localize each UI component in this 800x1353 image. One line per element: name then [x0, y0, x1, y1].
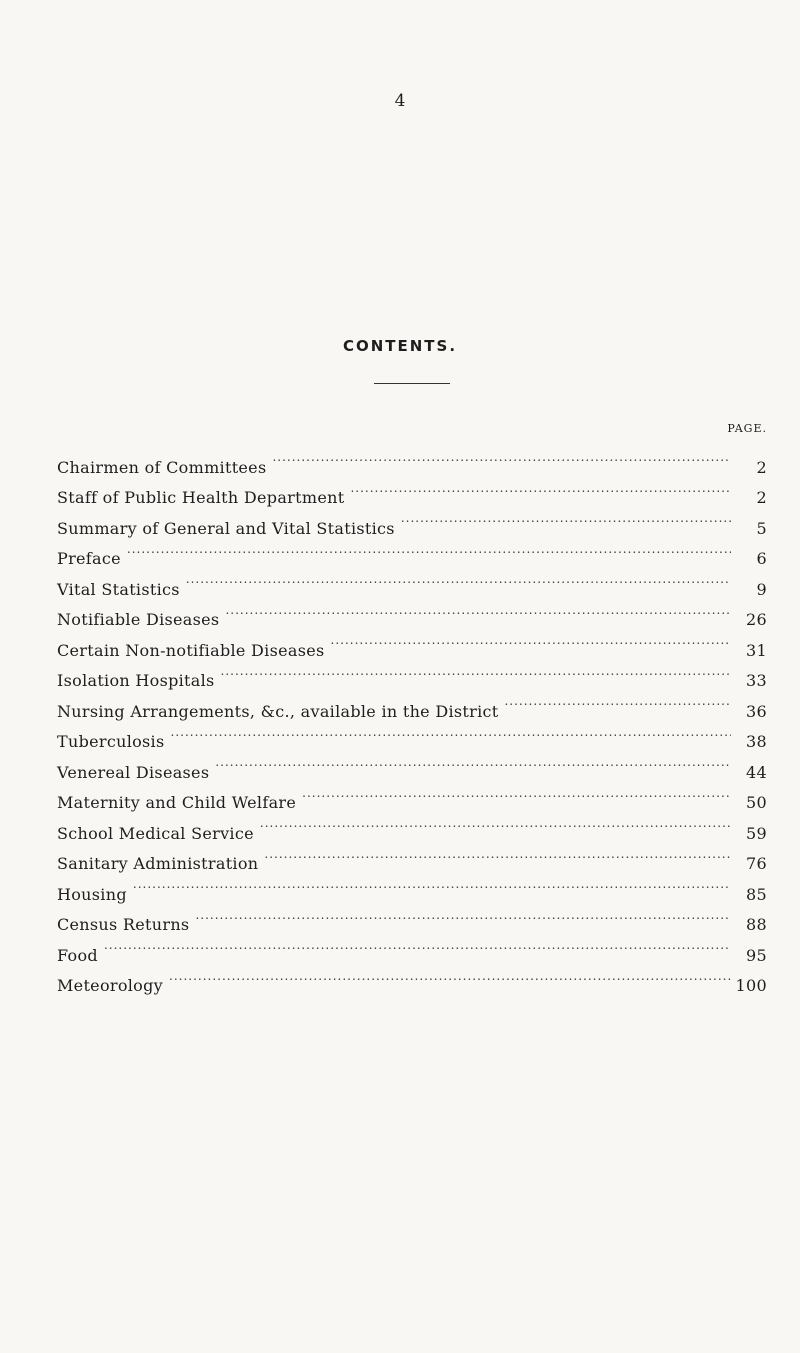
toc-entry-label: Summary of General and Vital Statistics: [57, 518, 395, 538]
toc-entry-label: Isolation Hospitals: [57, 671, 215, 690]
toc-entry-label: Food: [57, 945, 98, 965]
dot-leader: [225, 595, 731, 626]
toc-entry-page: 38: [746, 732, 767, 751]
dot-leader: [169, 961, 731, 992]
toc-entry-page: 5: [756, 518, 767, 538]
toc-entry: [57, 930, 767, 965]
toc-entry-label: Housing: [57, 884, 127, 904]
toc-entry-page: 33: [746, 671, 767, 690]
dot-leader: [221, 656, 731, 687]
dot-leader: [331, 625, 731, 656]
toc-entry-page: 31: [746, 640, 767, 660]
toc-entry-page: 36: [746, 701, 767, 721]
toc-entry-label: Venereal Diseases: [57, 762, 210, 782]
toc-entry-page: 44: [746, 762, 767, 782]
dot-leader: [133, 869, 731, 900]
toc-entry-label: Meteorology: [57, 976, 163, 995]
toc-entry-label: Staff of Public Health Department: [57, 488, 345, 507]
toc-entry-label: School Medical Service: [57, 823, 254, 843]
toc-entry-page: 76: [746, 854, 767, 873]
dot-leader: [401, 503, 731, 534]
toc-entry-page: 88: [746, 915, 767, 934]
dot-leader: [127, 534, 731, 565]
toc-entry-label: Tuberculosis: [57, 732, 165, 751]
dot-leader: [171, 717, 732, 748]
dot-leader: [104, 930, 731, 961]
toc-entry-page: 59: [746, 823, 767, 843]
page-number: 4: [394, 91, 406, 111]
toc-entry-label: Certain Non-notifiable Diseases: [57, 640, 325, 660]
toc-entry-page: 95: [746, 945, 767, 965]
toc-entry: [57, 534, 767, 568]
title-rule: [374, 383, 450, 384]
dot-leader: [215, 747, 731, 778]
toc-entry-page: 26: [746, 610, 767, 629]
dot-leader: [272, 442, 731, 473]
toc-entry: [57, 900, 767, 934]
toc-entry: [57, 442, 767, 477]
dot-leader: [186, 564, 731, 595]
contents-title: CONTENTS.: [342, 337, 458, 355]
toc-entry: [57, 564, 767, 599]
toc-entry-page: 2: [756, 488, 767, 507]
dot-leader: [350, 473, 731, 504]
toc-entry-label: Sanitary Administration: [57, 854, 259, 873]
toc-entry: [57, 869, 767, 904]
toc-entry-page: 85: [746, 884, 767, 904]
dot-leader: [504, 686, 731, 717]
toc-entry-page: 6: [756, 549, 767, 568]
dot-leader: [260, 808, 731, 839]
toc-entry-label: Nursing Arrangements, &c., available in the District: [57, 701, 499, 721]
contents-list: [57, 442, 767, 995]
toc-entry-page: 100: [735, 976, 767, 995]
toc-entry-label: Notifiable Diseases: [57, 610, 220, 629]
toc-entry-page: 9: [756, 579, 767, 599]
toc-entry-page: 2: [756, 457, 767, 477]
dot-leader: [302, 778, 731, 809]
toc-entry-label: Chairmen of Committees: [57, 457, 267, 477]
page-column-heading: PAGE.: [727, 422, 767, 435]
toc-entry: [57, 961, 767, 995]
dot-leader: [195, 900, 731, 931]
toc-entry-label: Maternity and Child Welfare: [57, 793, 297, 812]
dot-leader: [264, 839, 731, 870]
toc-entry-label: Vital Statistics: [57, 579, 180, 599]
toc-entry-label: Preface: [57, 549, 121, 568]
toc-entry-page: 50: [746, 793, 767, 812]
toc-entry-label: Census Returns: [57, 915, 190, 934]
